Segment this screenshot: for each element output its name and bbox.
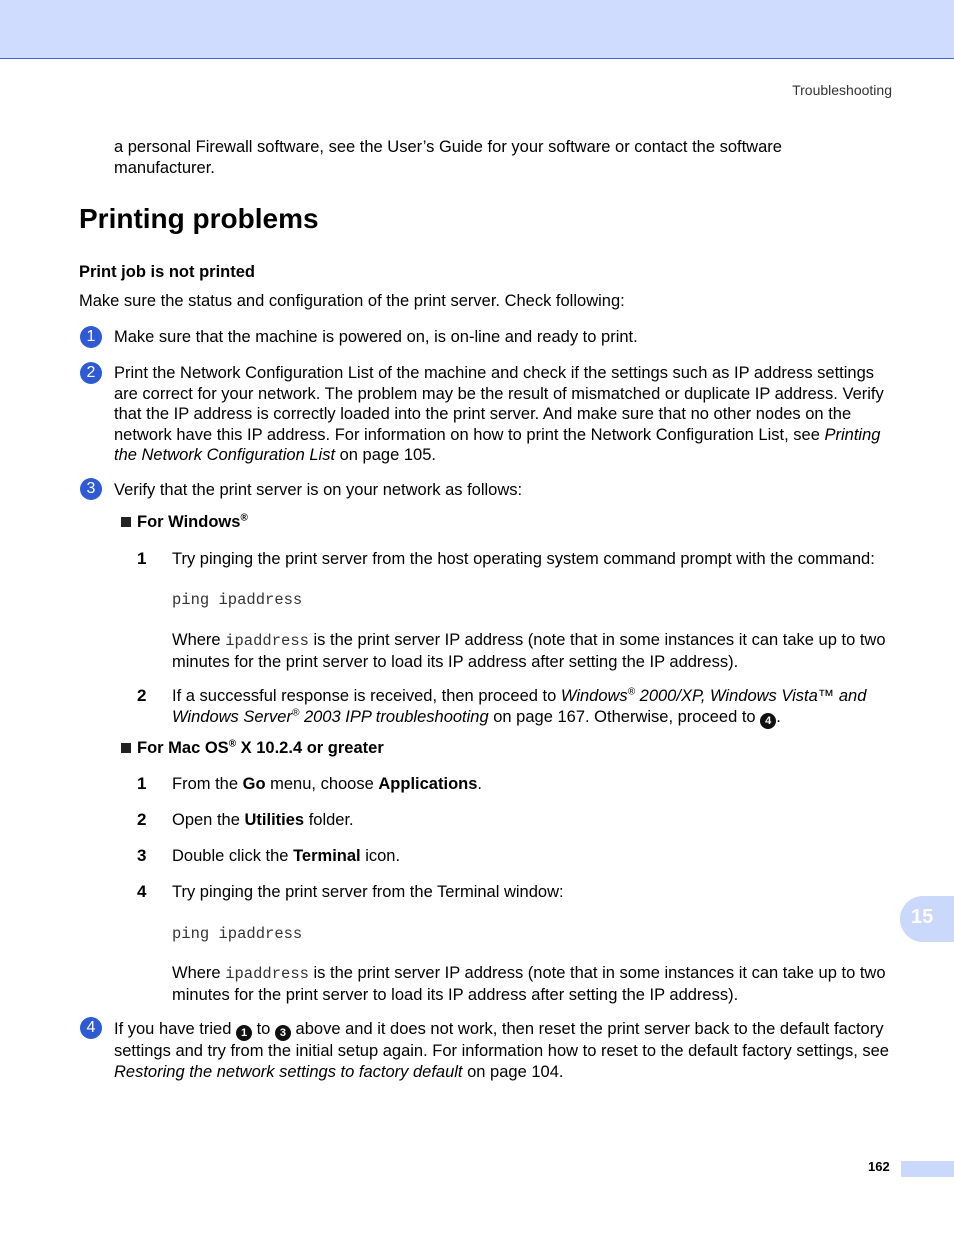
step-2-body: Print the Network Configuration List of the machine and check if the settings such as IP address settings are correct for your network. The problem may be the result of mismatched or duplicate IP address. Verify that the IP address is correctly loaded into the print server. And make sure that no other nodes on the network have this IP address. For information on how to print the Network Configuration List, see bbox=[114, 364, 884, 444]
windows-ipp-link[interactable]: Windows® 2000/XP, Windows Vista™ and Windows Server® 2003 IPP troubleshooting bbox=[172, 686, 867, 726]
chapter-tab bbox=[900, 896, 954, 942]
step-4-text: If you have tried 1 to 3 above and it does not work, then reset the print server back to the default factory settings and try from the initial setup again. For information how to reset to the default factory settings, see Restoring the network settings to factory default on page 104. bbox=[114, 1020, 889, 1081]
mac-item-4-number: 4 bbox=[137, 882, 147, 901]
mac-ping-command: ping ipaddress bbox=[172, 925, 303, 943]
page-title: Printing problems bbox=[79, 203, 319, 234]
step-ref-3-icon[interactable]: 3 bbox=[275, 1025, 291, 1041]
mac-item-3-text: Double click the Terminal icon. bbox=[172, 847, 401, 865]
page-number: 162 bbox=[868, 1159, 890, 1174]
windows-heading: For Windows® bbox=[121, 513, 248, 532]
chapter-number: 15 bbox=[911, 906, 934, 928]
step-ref-4-icon[interactable]: 4 bbox=[760, 713, 776, 729]
windows-item-1-number: 1 bbox=[137, 549, 147, 568]
mac-item-4-text: Try pinging the print server from the Terminal window: bbox=[172, 883, 564, 901]
step-2-link[interactable]: Printing the Network Configuration List bbox=[114, 425, 881, 464]
ipaddress-code: ipaddress bbox=[225, 965, 309, 983]
step-ref-1-icon[interactable]: 1 bbox=[236, 1025, 252, 1041]
square-bullet-icon bbox=[121, 743, 131, 753]
mac-item-3-number: 3 bbox=[137, 846, 147, 865]
step-marker-4: 4 bbox=[80, 1017, 102, 1039]
mac-item-1-number: 1 bbox=[137, 774, 147, 793]
square-bullet-icon bbox=[121, 517, 131, 527]
windows-ping-command: ping ipaddress bbox=[172, 591, 303, 609]
mac-heading: For Mac OS® X 10.2.4 or greater bbox=[121, 739, 384, 758]
ipaddress-code: ipaddress bbox=[225, 632, 309, 650]
step-marker-2: 2 bbox=[80, 362, 102, 384]
windows-item-2-number: 2 bbox=[137, 686, 147, 705]
footer-bar bbox=[901, 1161, 954, 1177]
step-3-text: Verify that the print server is on your network as follows: bbox=[114, 481, 523, 499]
step-2-text bbox=[114, 363, 896, 466]
mac-item-2-number: 2 bbox=[137, 810, 147, 829]
step-marker-3: 3 bbox=[80, 478, 102, 500]
mac-item-2-text: Open the Utilities folder. bbox=[172, 811, 354, 829]
windows-where-text: Where ipaddress is the print server IP address (note that in some instances it can take up to two minutes for the print server to load its IP address after setting the IP address). bbox=[172, 631, 886, 671]
windows-item-2-text: If a successful response is received, then proceed to Windows® 2000/XP, Windows Vista™ and Windows Server® 2003 IPP troubleshooting on page 167. Otherwise, proceed to 4 . bbox=[172, 686, 867, 727]
running-header: Troubleshooting bbox=[792, 82, 892, 98]
step-marker-1: 1 bbox=[80, 326, 102, 348]
windows-item-1-text: Try pinging the print server from the host operating system command prompt with the command: bbox=[172, 550, 875, 568]
lead-paragraph: Make sure the status and configuration of the print server. Check following: bbox=[79, 292, 625, 310]
mac-where-text: Where ipaddress is the print server IP address (note that in some instances it can take up to two minutes for the print server to load its IP address after setting the IP address). bbox=[172, 964, 886, 1004]
mac-item-1-text: From the Go menu, choose Applications. bbox=[172, 775, 482, 793]
step-1-text: Make sure that the machine is powered on, is on-line and ready to print. bbox=[114, 328, 638, 346]
top-banner bbox=[0, 0, 954, 59]
step-2-suffix: on page 105. bbox=[339, 446, 436, 464]
intro-paragraph: a personal Firewall software, see the User’s Guide for your software or contact the software manufacturer. bbox=[114, 138, 782, 177]
section-subtitle: Print job is not printed bbox=[79, 263, 255, 281]
step-4-link[interactable]: Restoring the network settings to factory default bbox=[114, 1062, 463, 1081]
